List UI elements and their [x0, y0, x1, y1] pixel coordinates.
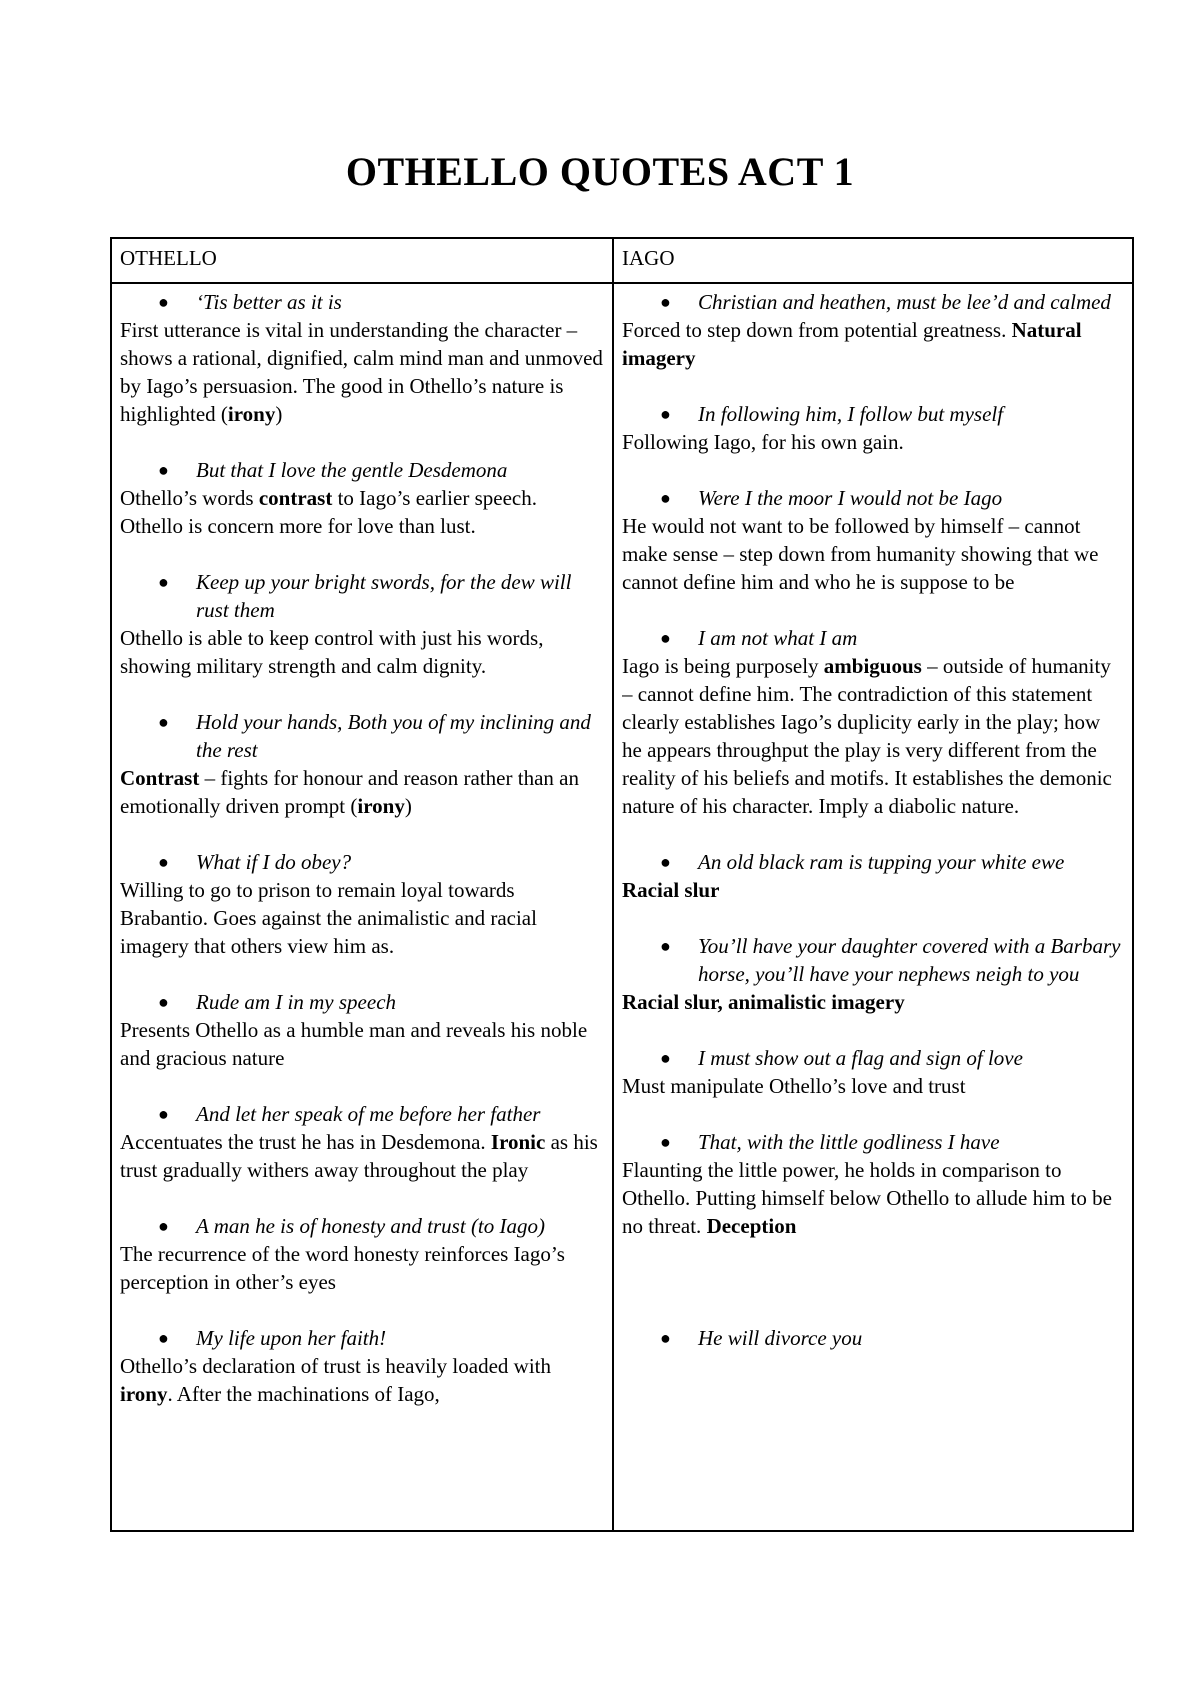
bullet-icon: ● [660, 292, 671, 312]
note-text: as his trust gradually withers away throughout the play [120, 1130, 598, 1182]
quote-line [622, 484, 1124, 512]
note-text: The recurrence of the word honesty reinforces Iago’s perception in other’s eyes [120, 1242, 565, 1294]
quote-line [120, 1212, 604, 1240]
analysis-note [120, 316, 604, 428]
bullet-icon: ● [660, 936, 671, 956]
quote-line [120, 1324, 604, 1352]
emphasis-term: Deception [706, 1214, 797, 1238]
emphasis-term: ambiguous [823, 654, 922, 678]
iago-entry [622, 400, 1124, 456]
bullet-icon: ● [158, 460, 169, 480]
quote-text: I am not what I am [698, 626, 858, 650]
bullet-icon: ● [158, 1328, 169, 1348]
note-text: Othello’s words [120, 486, 259, 510]
quote-text: That, with the little godliness I have [698, 1130, 1000, 1154]
analysis-note [622, 428, 1124, 456]
note-text: Forced to step down from potential greatness. [622, 318, 1012, 342]
quote-line [622, 288, 1124, 316]
bullet-icon: ● [660, 628, 671, 648]
iago-entry [622, 288, 1124, 372]
othello-entry [120, 848, 604, 960]
quote-line [622, 1128, 1124, 1156]
analysis-note [120, 1240, 604, 1296]
bullet-icon: ● [660, 1328, 671, 1348]
note-text: ) [275, 402, 283, 426]
quote-text: An old black ram is tupping your white ewe [698, 850, 1065, 874]
emphasis-term: Natural imagery [622, 318, 1082, 370]
bullet-icon: ● [158, 712, 169, 732]
bullet-icon: ● [660, 488, 671, 508]
emphasis-term: Contrast [120, 766, 200, 790]
note-text: Othello’s declaration of trust is heavily loaded with [120, 1354, 551, 1378]
quote-text: In following him, I follow but myself [698, 402, 1004, 426]
analysis-note [622, 988, 1124, 1016]
analysis-note [622, 512, 1124, 596]
emphasis-term: Racial slur, animalistic imagery [622, 990, 905, 1014]
bullet-icon: ● [158, 572, 169, 592]
quote-line [120, 848, 604, 876]
note-text: Accentuates the trust he has in Desdemona. [120, 1130, 491, 1154]
quote-text: Keep up your bright swords, for the dew will rust them [196, 570, 572, 622]
note-text: Othello is able to keep control with just his words, showing military strength and calm dignity. [120, 626, 544, 678]
note-text: Following Iago, for his own gain. [622, 430, 904, 454]
note-text: to Iago’s earlier speech. Othello is concern more for love than lust. [120, 486, 537, 538]
analysis-note [120, 484, 604, 540]
bullet-icon: ● [660, 404, 671, 424]
analysis-note [622, 1072, 1124, 1100]
analysis-note [120, 764, 604, 820]
bullet-icon: ● [158, 1104, 169, 1124]
emphasis-term: contrast [258, 486, 333, 510]
quote-text: But that I love the gentle Desdemona [196, 458, 508, 482]
note-text: Willing to go to prison to remain loyal towards Brabantio. Goes against the animalistic and racial imagery that others view him as. [120, 878, 537, 958]
quote-text: He will divorce you [698, 1326, 863, 1350]
table-body-row [111, 283, 1133, 1531]
quotes-table [110, 237, 1134, 1532]
quote-line [622, 400, 1124, 428]
quote-line [120, 988, 604, 1016]
note-text: First utterance is vital in understanding the character – shows a rational, dignified, calm mind man and unmoved by Iago’s persuasion. The good in Othello’s nature is highlighted ( [120, 318, 603, 426]
quote-line [622, 932, 1124, 988]
iago-entry [622, 1324, 1124, 1352]
note-text: – fights for honour and reason rather than an emotionally driven prompt ( [120, 766, 579, 818]
blank-space [622, 1268, 1124, 1324]
quote-line [120, 1100, 604, 1128]
othello-entry [120, 456, 604, 540]
othello-entry [120, 1324, 604, 1408]
quote-text: What if I do obey? [196, 850, 352, 874]
note-text: Flaunting the little power, he holds in comparison to Othello. Putting himself below Othello to allude him to be no threat. [622, 1158, 1112, 1238]
quote-line [120, 568, 604, 624]
othello-column [111, 283, 613, 1531]
emphasis-term: irony [357, 794, 405, 818]
iago-entry [622, 624, 1124, 820]
quote-line [622, 1324, 1124, 1352]
othello-entry [120, 988, 604, 1072]
analysis-note [120, 624, 604, 680]
note-text: – outside of humanity – cannot define him. The contradiction of this statement clearly establishes Iago’s duplicity early in the play; how he appears throughput the play is very different from the reality of his beliefs and motifs. It establishes the demonic nature of his character. Imply a diabolic nature. [622, 654, 1112, 818]
emphasis-term: irony [120, 1382, 168, 1406]
bullet-icon: ● [158, 852, 169, 872]
note-text: Iago is being purposely [622, 654, 824, 678]
quote-text: Rude am I in my speech [196, 990, 397, 1014]
quote-line [120, 456, 604, 484]
quote-text: Were I the moor I would not be Iago [698, 486, 1003, 510]
analysis-note [120, 1128, 604, 1184]
analysis-note [622, 1156, 1124, 1240]
emphasis-term: irony [227, 402, 276, 426]
quote-line [622, 624, 1124, 652]
bullet-icon: ● [158, 292, 169, 312]
note-text: Must manipulate Othello’s love and trust [622, 1074, 966, 1098]
bullet-icon: ● [158, 992, 169, 1012]
emphasis-term: Racial slur [622, 878, 720, 902]
othello-column-header: OTHELLO [111, 238, 613, 283]
quote-text: And let her speak of me before her father [196, 1102, 541, 1126]
quote-text: Christian and heathen, must be lee’d and calmed [698, 290, 1111, 314]
quote-line [622, 848, 1124, 876]
note-text: . After the machinations of Iago, [167, 1382, 440, 1406]
bullet-icon: ● [158, 1216, 169, 1236]
othello-entry [120, 288, 604, 428]
iago-entry [622, 932, 1124, 1016]
analysis-note [622, 316, 1124, 372]
iago-entry [622, 1044, 1124, 1100]
quote-text: Hold your hands, Both you of my inclining and the rest [196, 710, 591, 762]
analysis-note [120, 1352, 604, 1408]
iago-entry [622, 1128, 1124, 1240]
analysis-note [120, 1016, 604, 1072]
iago-column [613, 283, 1133, 1531]
bullet-icon: ● [660, 852, 671, 872]
note-text: ) [404, 794, 412, 818]
iago-column-header: IAGO [613, 238, 1133, 283]
note-text: Presents Othello as a humble man and reveals his noble and gracious nature [120, 1018, 588, 1070]
emphasis-term: Ironic [490, 1130, 546, 1154]
iago-entry [622, 848, 1124, 904]
bullet-icon: ● [660, 1132, 671, 1152]
quote-text: My life upon her faith! [196, 1326, 387, 1350]
othello-entry [120, 1212, 604, 1296]
bullet-icon: ● [660, 1048, 671, 1068]
table-header-row [111, 238, 1133, 283]
quote-text: You’ll have your daughter covered with a Barbary horse, you’ll have your nephews neigh to you [698, 934, 1121, 986]
iago-entry [622, 484, 1124, 596]
quote-line [622, 1044, 1124, 1072]
analysis-note [622, 652, 1124, 820]
analysis-note [120, 876, 604, 960]
othello-entry [120, 1100, 604, 1184]
analysis-note [622, 876, 1124, 904]
quote-text: A man he is of honesty and trust (to Iago) [196, 1214, 546, 1238]
quote-line [120, 708, 604, 764]
othello-entry [120, 568, 604, 680]
document-title: OTHELLO QUOTES ACT 1 [345, 149, 855, 194]
quote-line [120, 288, 604, 316]
quote-text: ‘Tis better as it is [196, 290, 342, 314]
othello-entry [120, 708, 604, 820]
quote-text: I must show out a flag and sign of love [698, 1046, 1023, 1070]
note-text: He would not want to be followed by himself – cannot make sense – step down from humanity showing that we cannot define him and who he is suppose to be [622, 514, 1099, 594]
